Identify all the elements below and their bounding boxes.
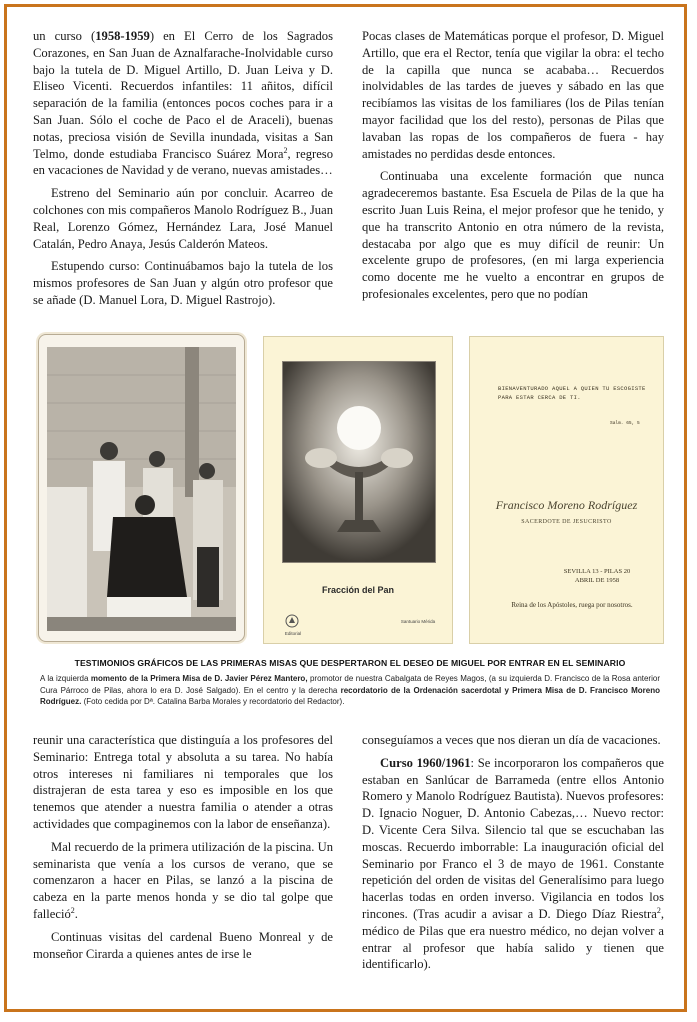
- card-priest-role: SACERDOTE DE JESUCRISTO: [521, 519, 612, 525]
- first-mass-photo: [38, 334, 245, 642]
- footnote-ref: 2: [656, 905, 661, 915]
- text-span: un curso (: [33, 29, 96, 43]
- paragraph: conseguíamos a veces que nos dieran un día de vacaciones.: [362, 733, 661, 747]
- footnote-ref: 2: [70, 905, 75, 915]
- card-verse: BIENAVENTURADO AQUEL A QUIEN TU ESCOGISTE PARA ESTAR CERCA DE TI.: [498, 385, 646, 401]
- card-date-line: SEVILLA 13 - PILAS 20: [563, 568, 631, 575]
- card-small-print: Santuario Mérida: [400, 619, 436, 624]
- text-span: .: [74, 906, 78, 921]
- text-column-bottom-right: [362, 732, 664, 979]
- card-priest-name: Francisco Moreno Rodríguez: [495, 498, 638, 512]
- text-span: Mal recuerdo de la primera utilización de la piscina. Un seminarista que venía a los cursos de verano, que se comenzaron a hacer en Pilas, se lanzó a la piscina de cabeza en la parte menos honda y se dio tal golpe que falleció: [33, 839, 333, 921]
- paragraph: [362, 755, 664, 973]
- chalice-illustration: [283, 362, 435, 562]
- text-span: , médico de Pilas que era nuestro médico, no dejan volver a entrar al profesor que había salido y tienen que identificarlo).: [362, 906, 664, 972]
- text-column-bottom-left: [33, 732, 333, 968]
- ordination-card-back: [469, 336, 664, 644]
- card-date-line: ABRIL DE 1958: [574, 577, 620, 584]
- card-caption: Fracción del Pan: [321, 585, 395, 595]
- section-heading: Curso 1960/1961: [380, 755, 471, 770]
- card-verse-reference: Salm. 65, 5: [610, 421, 640, 426]
- paragraph: Estupendo curso: Continuábamos bajo la tutela de los mismos profesores de San Juan y algún otro profesor que se añade (D. Manuel Lora, D. Miguel Rastrojo).: [33, 259, 333, 307]
- text-column-top-left: [33, 28, 333, 315]
- card-date: [542, 567, 652, 585]
- paragraph: Continuas visitas del cardenal Bueno Monreal y de monseñor Cirarda a quienes antes de irse le: [33, 929, 333, 961]
- paragraph: reunir una característica que distinguía a los profesores del Seminario: Entrega total y absoluta a su tarea. No había otros intereses ni familiares ni temporales que los distrajeran de esta tarea y eso es imposible en los que tenemos que atender a nuestra familia o atender a otras actividades que compaginemos con la labor de enseñanza).: [33, 733, 333, 831]
- footnote-ref: 2: [283, 145, 288, 155]
- text-span: ) en El Cerro de los Sagrados Corazones, en San Juan de Aznalfarache-Inolvidable curso bajo la tutela de D. Miguel Artillo, D. Juan Leiva y D. Eliseo Vicenti. Recuerdos infantiles: 11 añitos, difícil separación de la familia (entonces pocos coches para ir a San Juan. Sólo el coche de Paco el de Araceli), buenas notas, preciosa visión de Sevilla inundada, visitas a San Telmo, donde estudiaba Francisco Suárez Mora: [33, 29, 333, 161]
- paragraph: [33, 839, 333, 923]
- text-span: A la izquierda: [40, 674, 91, 683]
- photo-caption-title: TESTIMONIOS GRÁFICOS DE LAS PRIMERAS MISAS QUE DESPERTARON EL DESEO DE MIGUEL POR ENTRAR EN EL SEMINARIO: [74, 658, 626, 668]
- text-column-top-right: [362, 28, 664, 309]
- ordination-card-front: [263, 336, 453, 644]
- card-publisher-label: Editorial: [284, 631, 302, 636]
- fraction-of-bread-image: [282, 361, 436, 563]
- text-span: (Foto cedida por Dª. Catalina Barba Morales y recordatorio del Redactor).: [81, 697, 345, 706]
- bold-years: 1958-1959: [95, 29, 150, 43]
- paragraph: Estreno del Seminario aún por concluir. Acarreo de colchones con mis compañeros Manolo Rodríguez B., Juan Real, Lorenzo Gómez, Hernández Lara, José Manuel Catalán, Pedro Anaya, Jesús Calderón Mateos.: [33, 186, 333, 251]
- bold-span: recordatorio de la Ordenación sacerdotal y Primera Misa de D. Francisco Moreno Rodríguez.: [40, 685, 660, 706]
- photo-image: [47, 347, 236, 631]
- text-span: promotor de nuestra Cabalgata de Reyes Magos, (a su izquierda D. Francisco de la Rosa anterior Cura Párroco de Pilas, ahora lo era D. José Salgado). En el centro y la derecha: [40, 674, 660, 695]
- photo-caption-body: [40, 673, 660, 708]
- bold-span: momento de la Primera Misa de D. Javier Pérez Mantero,: [90, 674, 308, 683]
- paragraph: [33, 28, 333, 179]
- card-prayer: Reina de los Apóstoles, ruega por nosotros.: [511, 601, 633, 609]
- text-span: : Se incorporaron los compañeros que estaban en Sanlúcar de Barrameda (entre ellos Antonio Romero y Manolo Rodríguez Bautista). Nuevos profesores: D. Ignacio Noguer, D. Antonio Cabezas,… Nuevo rector: D. Vicente Cera Silva. Silencio tal que se escuchaban las moscas. Recuerdo imborrable: La inauguración oficial del Seminario por Franco el 3 de mayo de 1961. Constante repetición del orden de visitas del Generalísimo para luego hacerlas todas en orden inverso. Vigilancia en todos los rincones. (Tras acudir a avisar a D. Diego Díaz Riestra: [362, 755, 664, 921]
- paragraph: Continuaba una excelente formación que nunca agradeceremos bastante. Esa Escuela de Pilas de la que ha escrito Juan Luis Reina, el mejor profesor que he tenido, y que ha transcrito Antonio en otra número de la revista, destacaba por algo que es muy difícil de reunir: Un excelente grupo de profesores, (en mi larga experiencia como docente me he vuelto a encontrar en grupos de profesionales excelentes, pero que no podían: [362, 169, 664, 301]
- text-span: , regreso en vacaciones de Navidad y de verano, nuevas amistades…: [33, 146, 333, 178]
- publisher-seal-icon: [284, 613, 300, 629]
- first-mass-photo-illustration: [47, 347, 236, 631]
- paragraph: Pocas clases de Matemáticas porque el profesor, D. Miguel Artillo, que era el Rector, tenía que vigilar la obra: el techo de la capilla que nunca se acababa… Recuerdos inolvidables de las tardes de jueves y sábado en las que recibíamos las visitas de los familiares (los de Pilas tenían mayor facilidad que los del resto), personas de Pilas que lavaban las ropas de los compañeros de fuera - hay amistades no perdidas desde entonces.: [362, 29, 664, 161]
- photo-strip: [34, 330, 666, 648]
